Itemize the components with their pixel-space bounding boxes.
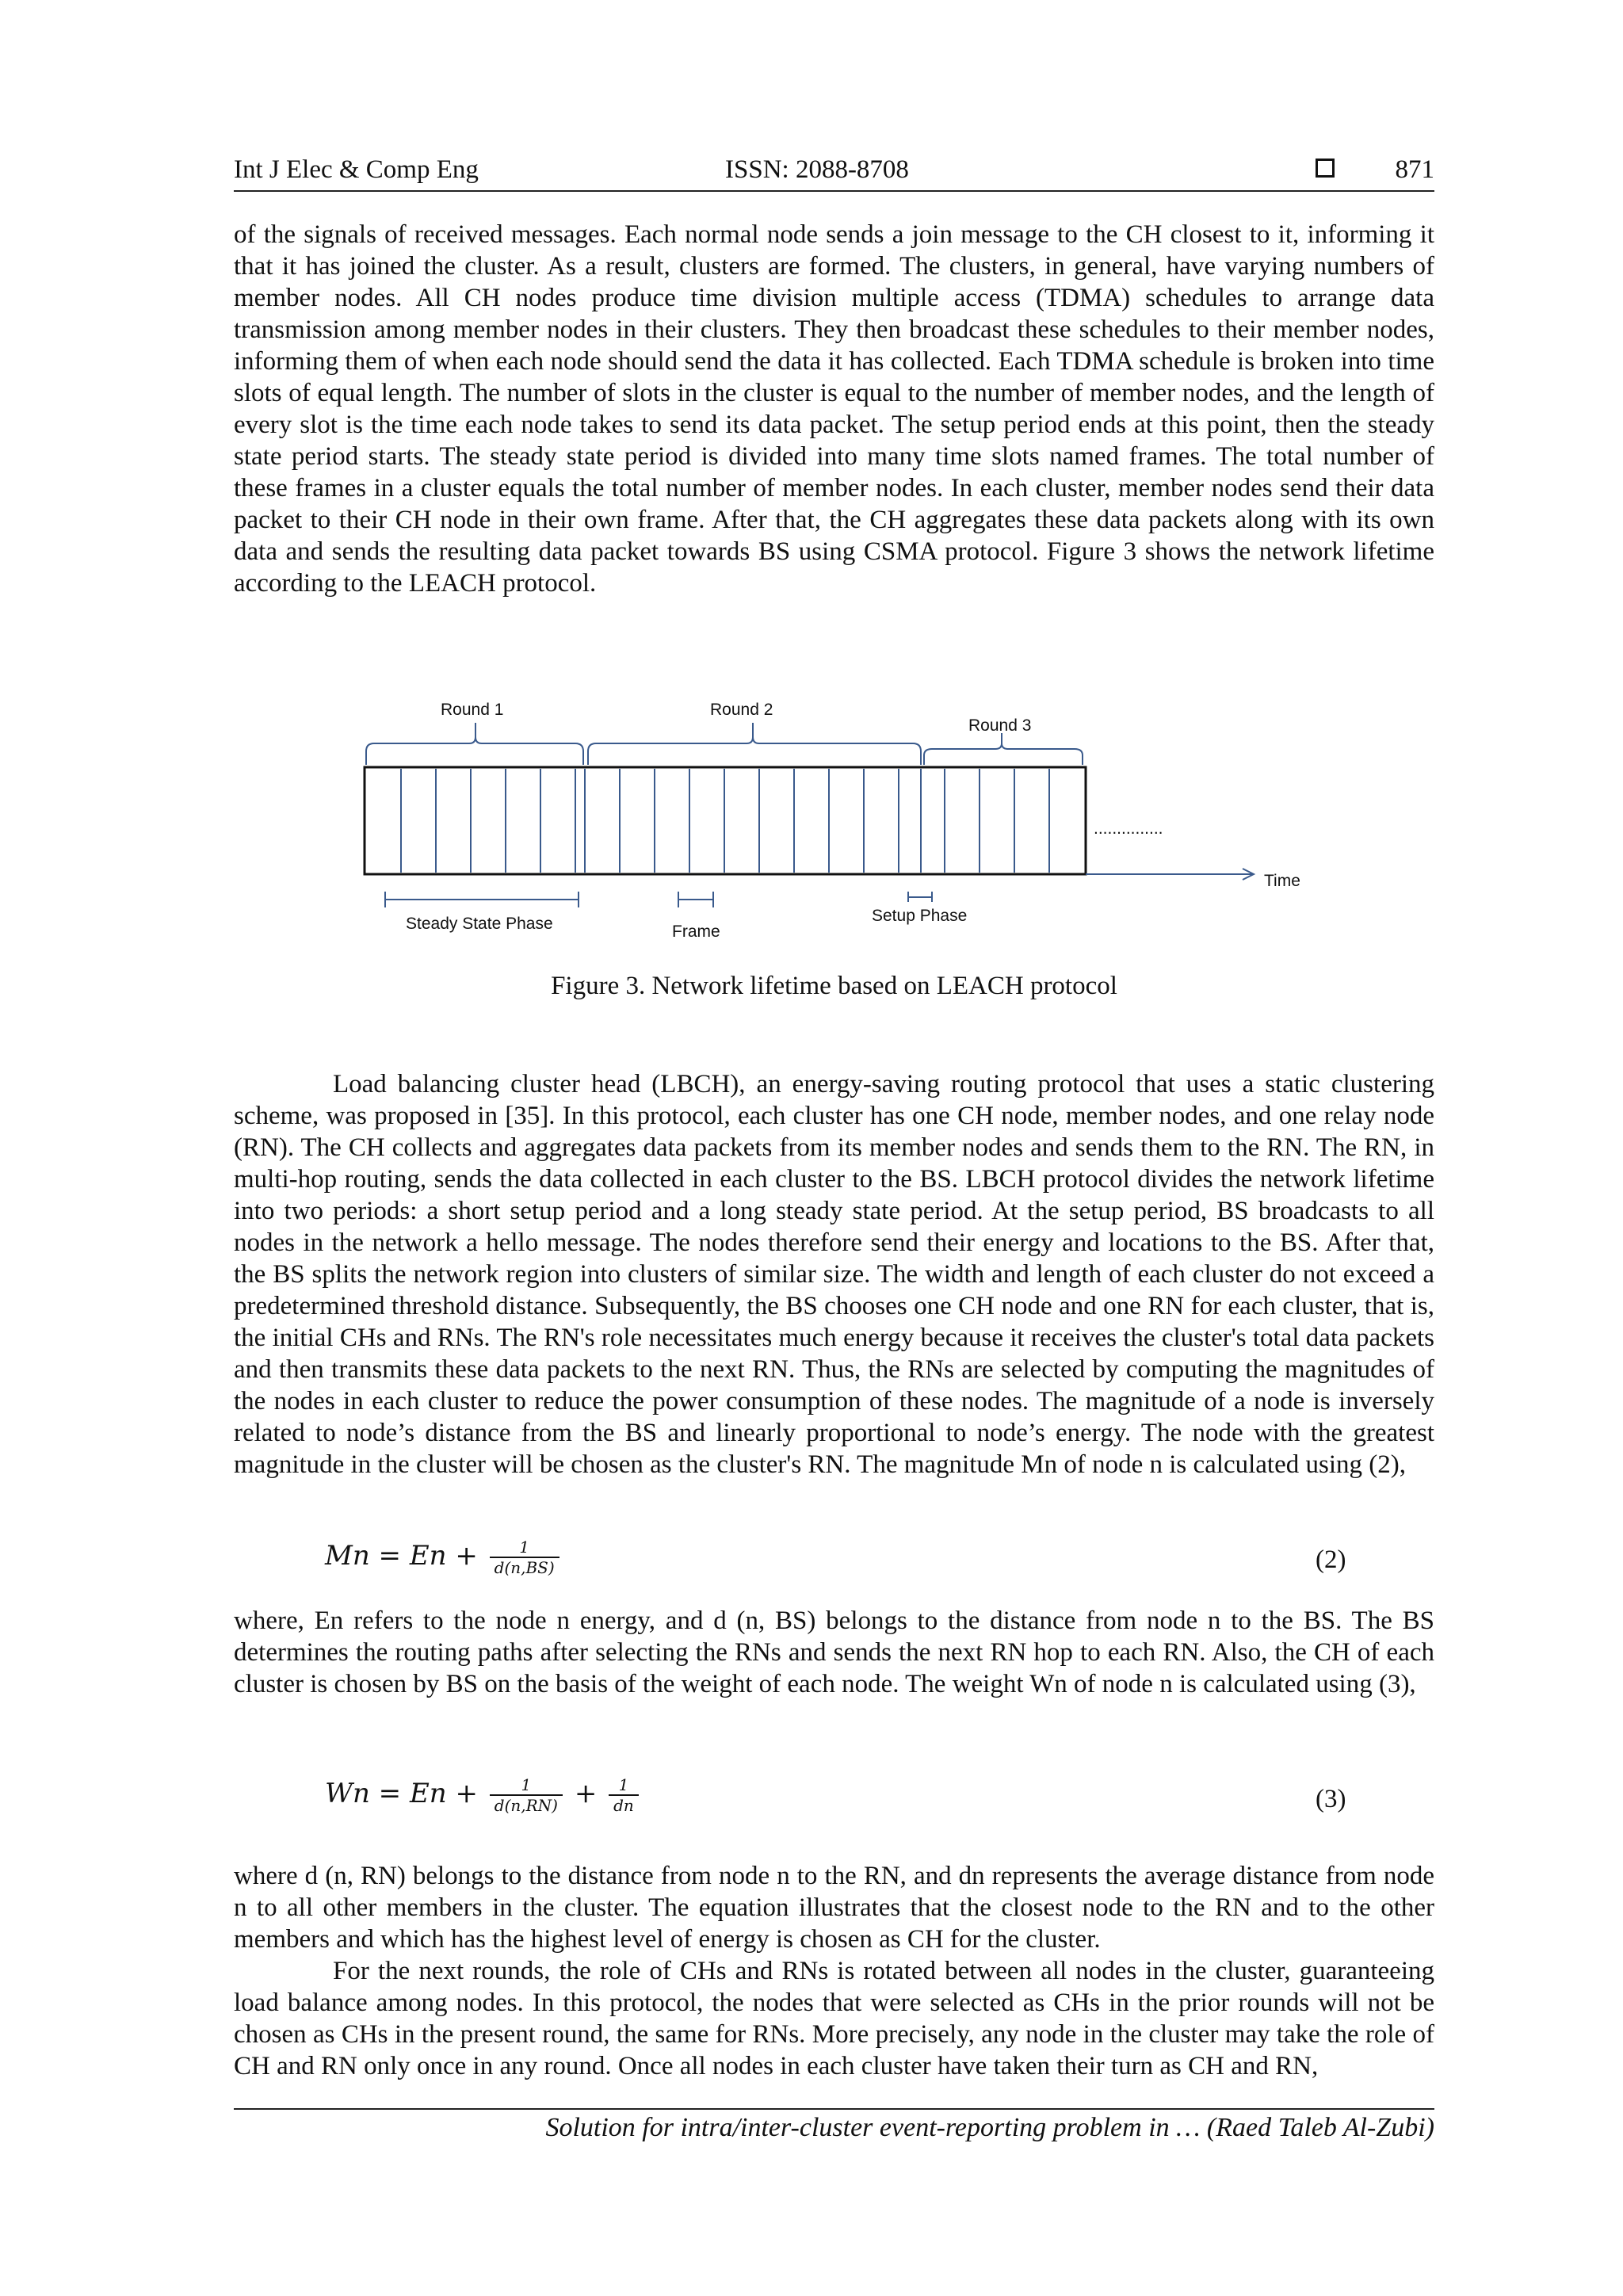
paragraph-5: For the next rounds, the role of CHs and RNs is rotated between all nodes in the cluster, guaranteeing load balance among nodes. In this protocol, the nodes that were selected as CHs in the prior rounds will not be chosen as CHs in the present round, the same for RNs. More precisely, any node in the cluster may take the role of CH and RN only once in any round. Once all nodes in each cluster have taken their turn as CH and RN, [234,1957,1434,2080]
round-3-brace [924,733,1083,765]
equation-3-numerator-2: 1 [609,1775,639,1796]
figure-3 [349,650,1300,951]
page-number: 871 [1395,155,1434,184]
figure-caption: Figure 3. Network lifetime based on LEACH protocol [551,972,1117,1000]
leach-timeline-diagram [349,650,1300,951]
frame-label: Frame [672,923,720,941]
equation-2 [325,1538,563,1577]
square-icon [1316,159,1335,178]
equation-3-lhs: Wn = En + [325,1778,478,1809]
paragraph-4: where d (n, RN) belongs to the distance from node n to the RN, and dn represents the average distance from node n to all other members in the cluster. The equation illustrates that the closest node to the RN and to the other members and which has the highest level of energy is chosen as CH for the cluster. [234,1862,1434,1954]
journal-name: Int J Elec & Comp Eng [234,155,479,184]
round-2-label: Round 2 [710,701,773,719]
equation-2-denominator: d(n,BS) [494,1558,555,1577]
frame-bracket [678,892,713,907]
setup-phase-label: Setup Phase [872,907,968,925]
paragraph-1: of the signals of received messages. Each normal node sends a join message to the CH closest to it, informing it that it has joined the cluster. As a result, clusters are formed. The clusters, in general, have varying numbers of member nodes. All CH nodes produce time division multiple access (TDMA) schedules to arrange data transmission among member nodes in their clusters. They then broadcast these schedules to their member nodes, informing them of when each node should send the data it has collected. Each TDMA schedule is broken into time slots of equal length. The number of slots in the cluster is equal to the number of member nodes, and the length of every slot is the time each node takes to send its data packet. The setup period ends at this point, then the steady state period starts. The steady state period is divided into many time slots named frames. The total number of these frames in a cluster equals the total number of member nodes. In each cluster, member nodes send their data packet to their CH node in their own frame. After that, the CH aggregates these data packets along with its own data and sends the resulting data packet towards BS using CSMA protocol. Figure 3 shows the network lifetime according to the LEACH protocol. [234,220,1434,598]
footer-rule [234,2108,1434,2110]
equation-2-number: (2) [1316,1545,1346,1574]
round-3-label: Round 3 [968,716,1032,735]
page-footer: Solution for intra/inter-cluster event-reporting problem in … (Raed Taleb Al-Zubi) [545,2113,1434,2142]
round-2-brace [588,723,921,765]
page-header [234,155,1434,187]
equation-3 [325,1775,642,1815]
equation-3-numerator-1: 1 [490,1775,563,1796]
equation-3-denominator-1: d(n,RN) [494,1796,558,1815]
equation-3-fraction-1 [490,1775,563,1815]
setup-phase-bracket [908,892,932,902]
steady-state-bracket [385,892,579,907]
equation-2-fraction [490,1538,559,1577]
paragraph-2: Load balancing cluster head (LBCH), an energy-saving routing protocol that uses a static clustering scheme, was proposed in [35]. In this protocol, each cluster has one CH node, member nodes, and one relay node (RN). The CH collects and aggregates data packets from its member nodes and sends them to the RN. The RN, in multi-hop routing, sends the data collected in each cluster to the BS. LBCH protocol divides the network lifetime into two periods: a short setup period and a long steady state period. At the setup period, BS broadcasts to all nodes in the network a hello message. The nodes therefore send their energy and locations to the BS. After that, the BS splits the network region into clusters of similar size. The width and length of each cluster do not exceed a predetermined threshold distance. Subsequently, the BS chooses one CH node and one RN for each cluster, that is, the initial CHs and RNs. The RN's role necessitates much energy because it receives the cluster's total data packets and then transmits these data packets to the next RN. Thus, the RNs are selected by computing the magnitudes of the nodes in each cluster to reduce the power consumption of these nodes. The magnitude of a node is inversely related to node’s distance from the BS and linearly proportional to node’s energy. The node with the greatest magnitude in the cluster will be chosen as the cluster's RN. The magnitude Mn of node n is calculated using (2), [234,1070,1434,1479]
round-1-brace [366,723,583,765]
equation-3-plus: + [574,1778,598,1809]
issn: ISSN: 2088-8708 [725,155,909,184]
equation-2-lhs: Mn = En + [325,1540,478,1572]
equation-2-numerator: 1 [490,1538,559,1558]
header-rule [234,190,1434,192]
equation-3-fraction-2 [609,1775,639,1815]
equation-3-number: (3) [1316,1785,1346,1813]
dots-label: ............... [1094,819,1163,838]
equation-3-denominator-2: dn [613,1796,634,1815]
time-label: Time [1264,872,1300,890]
paragraph-3: where, En refers to the node n energy, and d (n, BS) belongs to the distance from node n to the BS. The BS determines the routing paths after selecting the RNs and sends the next RN hop to each RN. Also, the CH of each cluster is chosen by BS on the basis of the weight of each node. The weight Wn of node n is calculated using (3), [234,1606,1434,1698]
steady-state-label: Steady State Phase [406,915,553,933]
round-1-label: Round 1 [441,701,504,719]
